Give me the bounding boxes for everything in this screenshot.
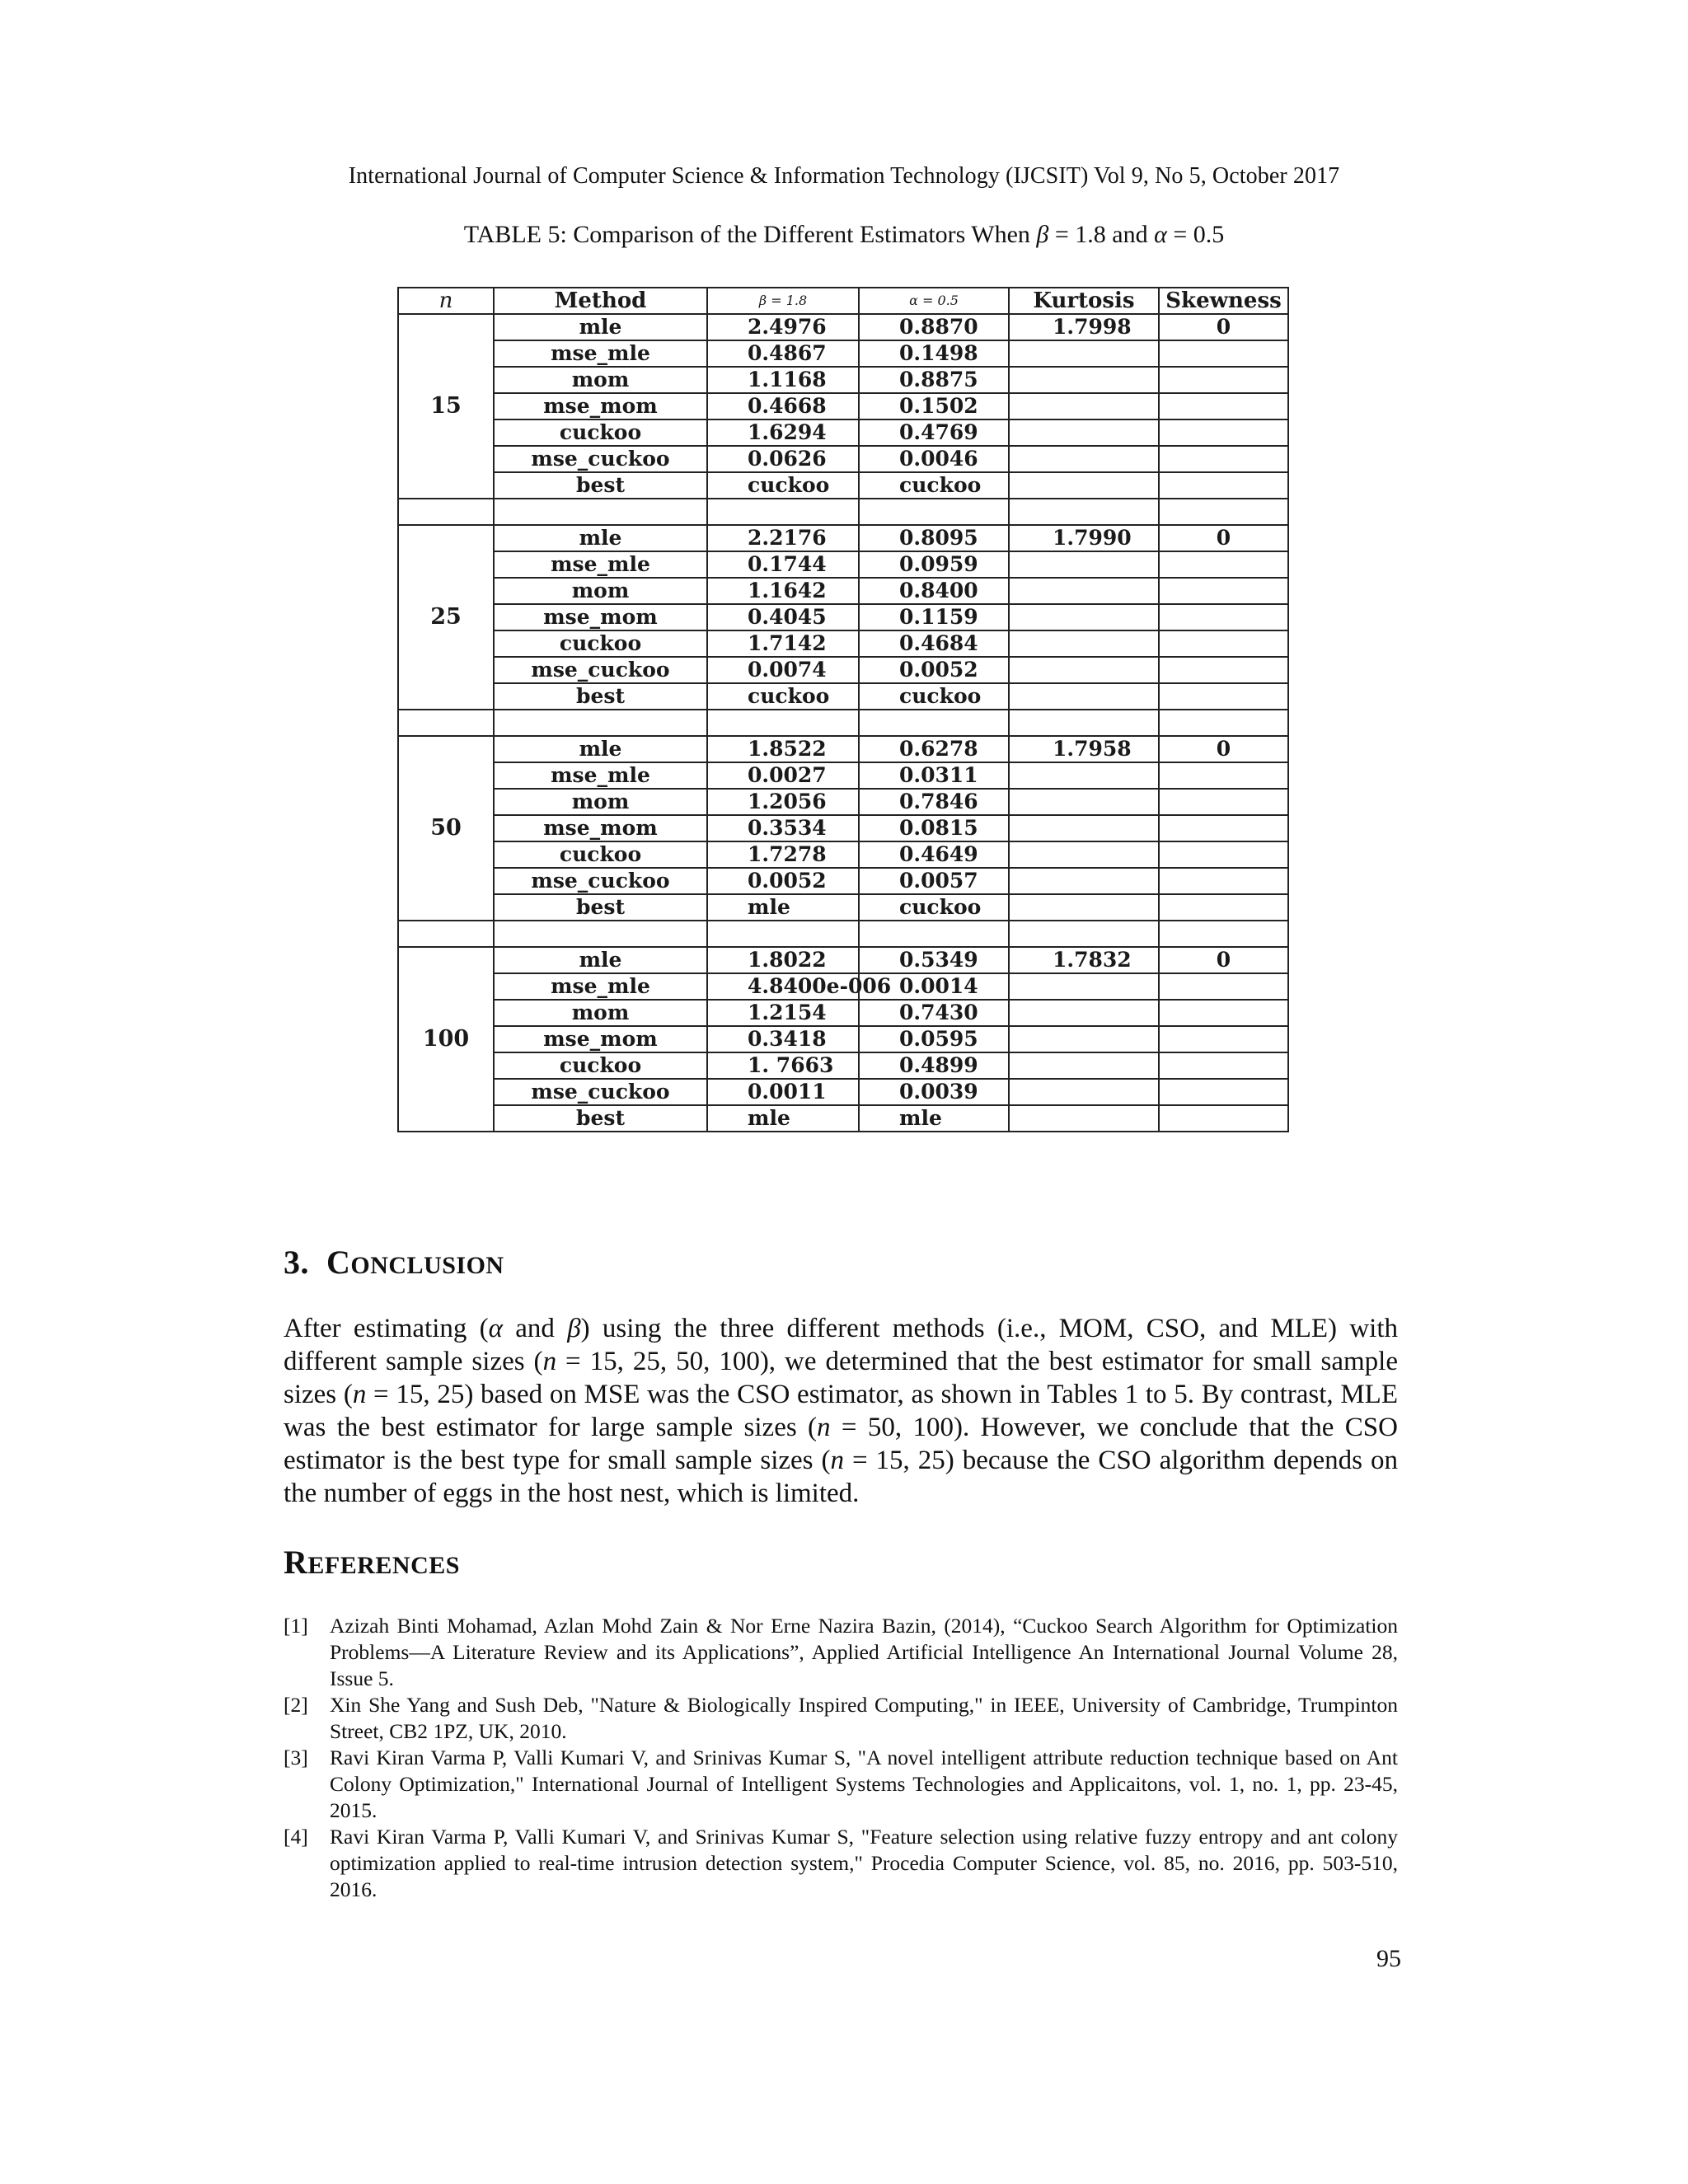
table-row — [398, 367, 1288, 393]
table-row — [398, 973, 1288, 1000]
skewness-cell — [1159, 1052, 1288, 1079]
alpha-cell: 0.1159 — [859, 604, 1009, 630]
table-cell — [859, 499, 1009, 525]
sample-size-cell: 100 — [398, 947, 494, 1132]
method-cell: mle — [494, 525, 707, 551]
alpha-cell: 0.8870 — [859, 314, 1009, 340]
header-alpha: α = 0.5 — [859, 288, 1009, 314]
alpha-cell: 0.0014 — [859, 973, 1009, 1000]
skewness-cell: 0 — [1159, 947, 1288, 973]
table-cell — [398, 921, 494, 947]
beta-cell: 0.4668 — [707, 393, 859, 419]
skewness-cell — [1159, 1026, 1288, 1052]
table-cell — [859, 710, 1009, 736]
beta-cell: 1. 7663 — [707, 1052, 859, 1079]
table-cell — [494, 921, 707, 947]
table-body — [398, 314, 1288, 1132]
beta-cell: 0.1744 — [707, 551, 859, 578]
header-n: n — [398, 288, 494, 314]
method-cell: best — [494, 472, 707, 499]
method-cell: cuckoo — [494, 1052, 707, 1079]
skewness-cell — [1159, 789, 1288, 815]
conclusion-paragraph: After estimating (α and β) using the three different methods (i.e., MOM, CSO, and MLE) with different sample sizes (n = 15, 25, 50, 100), we determined that the best estimator for small sample sizes (n = 15, 25) based on MSE was the CSO estimator, as shown in Tables 1 to 5. By contrast, MLE was the best estimator for large sample sizes (n = 50, 100). However, we conclude that the CSO estimator is the best type for small sample sizes (n = 15, 25) because the CSO algorithm depends on the number of eggs in the host nest, which is limited. — [284, 1314, 1398, 1508]
alpha-cell: 0.0959 — [859, 551, 1009, 578]
table-cell — [494, 499, 707, 525]
alpha-cell: 0.0595 — [859, 1026, 1009, 1052]
alpha-cell: 0.7430 — [859, 1000, 1009, 1026]
table-cell — [859, 921, 1009, 947]
table-row — [398, 578, 1288, 604]
table-row — [398, 551, 1288, 578]
alpha-cell: 0.1502 — [859, 393, 1009, 419]
alpha-cell: 0.7846 — [859, 789, 1009, 815]
method-cell: mse_cuckoo — [494, 657, 707, 683]
table-row — [398, 868, 1288, 894]
kurtosis-cell: 1.7832 — [1009, 947, 1159, 973]
kurtosis-cell — [1009, 367, 1159, 393]
references-heading: REFERENCES — [284, 1544, 460, 1581]
alpha-cell: 0.0311 — [859, 762, 1009, 789]
alpha-cell: 0.0046 — [859, 446, 1009, 472]
beta-cell: 0.0626 — [707, 446, 859, 472]
beta-cell: 0.4867 — [707, 340, 859, 367]
alpha-cell: 0.8400 — [859, 578, 1009, 604]
kurtosis-cell — [1009, 762, 1159, 789]
alpha-cell: 0.4684 — [859, 630, 1009, 657]
skewness-cell — [1159, 604, 1288, 630]
alpha-cell: 0.0052 — [859, 657, 1009, 683]
table-row — [398, 683, 1288, 710]
beta-cell: 0.3418 — [707, 1026, 859, 1052]
beta-cell: 1.1642 — [707, 578, 859, 604]
running-head: International Journal of Computer Science & Information Technology (IJCSIT) Vol 9, No 5, October 2017 — [348, 163, 1340, 189]
kurtosis-cell — [1009, 841, 1159, 868]
beta-cell: 0.3534 — [707, 815, 859, 841]
beta-cell: 2.4976 — [707, 314, 859, 340]
method-cell: mse_mom — [494, 393, 707, 419]
table-row — [398, 1079, 1288, 1105]
beta-cell: 1.8022 — [707, 947, 859, 973]
kurtosis-cell — [1009, 1105, 1159, 1132]
table-row — [398, 1000, 1288, 1026]
skewness-cell — [1159, 815, 1288, 841]
table-cell — [1159, 710, 1288, 736]
kurtosis-cell — [1009, 551, 1159, 578]
beta-cell: 0.0074 — [707, 657, 859, 683]
method-cell: best — [494, 683, 707, 710]
skewness-cell — [1159, 393, 1288, 419]
method-cell: mom — [494, 578, 707, 604]
skewness-cell: 0 — [1159, 525, 1288, 551]
alpha-cell: cuckoo — [859, 472, 1009, 499]
table-row — [398, 1052, 1288, 1079]
method-cell: mse_mle — [494, 762, 707, 789]
table-row — [398, 736, 1288, 762]
table-cell — [707, 710, 859, 736]
skewness-cell — [1159, 973, 1288, 1000]
table-cell — [494, 710, 707, 736]
beta-cell: mle — [707, 894, 859, 921]
table-row — [398, 841, 1288, 868]
method-cell: cuckoo — [494, 419, 707, 446]
beta-cell: 2.2176 — [707, 525, 859, 551]
method-cell: cuckoo — [494, 841, 707, 868]
skewness-cell — [1159, 868, 1288, 894]
table-cell — [398, 710, 494, 736]
method-cell: best — [494, 1105, 707, 1132]
kurtosis-cell — [1009, 657, 1159, 683]
alpha-cell: 0.8095 — [859, 525, 1009, 551]
skewness-cell — [1159, 1000, 1288, 1026]
table-row — [398, 657, 1288, 683]
kurtosis-cell: 1.7998 — [1009, 314, 1159, 340]
skewness-cell — [1159, 894, 1288, 921]
alpha-cell: cuckoo — [859, 894, 1009, 921]
alpha-cell: 0.4649 — [859, 841, 1009, 868]
skewness-cell — [1159, 446, 1288, 472]
alpha-cell: 0.5349 — [859, 947, 1009, 973]
beta-cell: 1.1168 — [707, 367, 859, 393]
kurtosis-cell — [1009, 446, 1159, 472]
alpha-cell: 0.4899 — [859, 1052, 1009, 1079]
method-cell: mle — [494, 314, 707, 340]
kurtosis-cell — [1009, 1026, 1159, 1052]
method-cell: best — [494, 894, 707, 921]
skewness-cell: 0 — [1159, 736, 1288, 762]
table-spacer-row — [398, 710, 1288, 736]
table-header-row — [398, 288, 1288, 314]
kurtosis-cell — [1009, 578, 1159, 604]
table-cell — [1009, 499, 1159, 525]
method-cell: mse_mom — [494, 1026, 707, 1052]
reference-item: [4] Ravi Kiran Varma P, Valli Kumari V, and Srinivas Kumar S, "Feature selection using relative fuzzy entropy and ant colony optimization applied to real-time intrusion detection system," Procedia Computer Science, vol. 85, no. 2016, pp. 503-510, 2016. — [284, 1825, 1398, 1901]
table-row — [398, 947, 1288, 973]
method-cell: mse_mle — [494, 551, 707, 578]
alpha-cell: 0.0815 — [859, 815, 1009, 841]
table-row — [398, 789, 1288, 815]
table-cell — [1159, 499, 1288, 525]
table-row — [398, 630, 1288, 657]
sample-size-cell: 25 — [398, 525, 494, 710]
skewness-cell — [1159, 683, 1288, 710]
method-cell: mle — [494, 736, 707, 762]
table-cell — [707, 921, 859, 947]
page-number: 95 — [1376, 1945, 1401, 1972]
method-cell: mom — [494, 1000, 707, 1026]
kurtosis-cell — [1009, 630, 1159, 657]
alpha-cell: 0.8875 — [859, 367, 1009, 393]
skewness-cell — [1159, 367, 1288, 393]
skewness-cell — [1159, 657, 1288, 683]
method-cell: mse_mom — [494, 604, 707, 630]
beta-cell: 0.0052 — [707, 868, 859, 894]
table-spacer-row — [398, 921, 1288, 947]
alpha-cell: mle — [859, 1105, 1009, 1132]
beta-cell: 0.0011 — [707, 1079, 859, 1105]
table-row — [398, 894, 1288, 921]
header-skewness: Skewness — [1159, 288, 1288, 314]
method-cell: mse_cuckoo — [494, 446, 707, 472]
skewness-cell — [1159, 551, 1288, 578]
skewness-cell — [1159, 630, 1288, 657]
alpha-cell: 0.0057 — [859, 868, 1009, 894]
kurtosis-cell — [1009, 1000, 1159, 1026]
kurtosis-cell — [1009, 815, 1159, 841]
table-row — [398, 762, 1288, 789]
skewness-cell — [1159, 1079, 1288, 1105]
kurtosis-cell — [1009, 894, 1159, 921]
beta-cell: 1.2056 — [707, 789, 859, 815]
beta-cell: 0.4045 — [707, 604, 859, 630]
sample-size-cell: 15 — [398, 314, 494, 499]
method-cell: mle — [494, 947, 707, 973]
table-row — [398, 604, 1288, 630]
skewness-cell — [1159, 1105, 1288, 1132]
beta-cell: mle — [707, 1105, 859, 1132]
reference-item: [2] Xin She Yang and Sush Deb, "Nature & Biologically Inspired Computing," in IEEE, University of Cambridge, Trumpinton Street, CB2 1PZ, UK, 2010. — [284, 1693, 1398, 1743]
reference-item: [1] Azizah Binti Mohamad, Azlan Mohd Zain & Nor Erne Nazira Bazin, (2014), “Cuckoo Search Algorithm for Optimization Problems—A Literature Review and its Applications”, Applied Artificial Intelligence An International Journal Volume 28, Issue 5. — [284, 1614, 1398, 1690]
method-cell: mse_mom — [494, 815, 707, 841]
table-cell — [1159, 921, 1288, 947]
method-cell: mse_cuckoo — [494, 868, 707, 894]
kurtosis-cell — [1009, 419, 1159, 446]
table-cell — [1009, 921, 1159, 947]
kurtosis-cell: 1.7958 — [1009, 736, 1159, 762]
skewness-cell: 0 — [1159, 314, 1288, 340]
header-beta: β = 1.8 — [707, 288, 859, 314]
table-row — [398, 340, 1288, 367]
table-row — [398, 419, 1288, 446]
beta-cell: 1.6294 — [707, 419, 859, 446]
table-row — [398, 472, 1288, 499]
beta-cell: 1.7142 — [707, 630, 859, 657]
kurtosis-cell — [1009, 472, 1159, 499]
table-row — [398, 314, 1288, 340]
table-spacer-row — [398, 499, 1288, 525]
beta-cell: 1.2154 — [707, 1000, 859, 1026]
references-list — [284, 1613, 1398, 1903]
beta-cell: cuckoo — [707, 472, 859, 499]
table-row — [398, 1026, 1288, 1052]
kurtosis-cell — [1009, 604, 1159, 630]
table-cell — [707, 499, 859, 525]
beta-cell: 4.8400e-006 — [707, 973, 859, 1000]
estimators-table — [397, 287, 1289, 1132]
table-caption: TABLE 5: Comparison of the Different Estimators When β = 1.8 and α = 0.5 — [463, 221, 1225, 248]
table-row — [398, 393, 1288, 419]
skewness-cell — [1159, 578, 1288, 604]
skewness-cell — [1159, 472, 1288, 499]
table-row — [398, 446, 1288, 472]
kurtosis-cell — [1009, 868, 1159, 894]
table-row — [398, 815, 1288, 841]
skewness-cell — [1159, 762, 1288, 789]
kurtosis-cell — [1009, 340, 1159, 367]
table-row — [398, 525, 1288, 551]
alpha-cell: cuckoo — [859, 683, 1009, 710]
alpha-cell: 0.1498 — [859, 340, 1009, 367]
table-row — [398, 1105, 1288, 1132]
method-cell: cuckoo — [494, 630, 707, 657]
header-kurtosis: Kurtosis — [1009, 288, 1159, 314]
kurtosis-cell: 1.7990 — [1009, 525, 1159, 551]
method-cell: mse_mle — [494, 973, 707, 1000]
beta-cell: 1.8522 — [707, 736, 859, 762]
conclusion-heading: 3. CONCLUSION — [284, 1244, 504, 1281]
skewness-cell — [1159, 841, 1288, 868]
beta-cell: 1.7278 — [707, 841, 859, 868]
skewness-cell — [1159, 340, 1288, 367]
sample-size-cell: 50 — [398, 736, 494, 921]
method-cell: mom — [494, 367, 707, 393]
table-cell — [398, 499, 494, 525]
skewness-cell — [1159, 419, 1288, 446]
kurtosis-cell — [1009, 683, 1159, 710]
reference-item: [3] Ravi Kiran Varma P, Valli Kumari V, and Srinivas Kumar S, "A novel intelligent attribute reduction technique based on Ant Colony Optimization," International Journal of Intelligent Systems Technologies and Applicaitons, vol. 1, no. 1, pp. 23-45, 2015. — [284, 1746, 1398, 1822]
alpha-cell: 0.4769 — [859, 419, 1009, 446]
kurtosis-cell — [1009, 1079, 1159, 1105]
method-cell: mom — [494, 789, 707, 815]
kurtosis-cell — [1009, 1052, 1159, 1079]
beta-cell: 0.0027 — [707, 762, 859, 789]
method-cell: mse_cuckoo — [494, 1079, 707, 1105]
alpha-cell: 0.6278 — [859, 736, 1009, 762]
kurtosis-cell — [1009, 789, 1159, 815]
beta-cell: cuckoo — [707, 683, 859, 710]
kurtosis-cell — [1009, 393, 1159, 419]
alpha-cell: 0.0039 — [859, 1079, 1009, 1105]
method-cell: mse_mle — [494, 340, 707, 367]
table-cell — [1009, 710, 1159, 736]
header-method: Method — [494, 288, 707, 314]
kurtosis-cell — [1009, 973, 1159, 1000]
